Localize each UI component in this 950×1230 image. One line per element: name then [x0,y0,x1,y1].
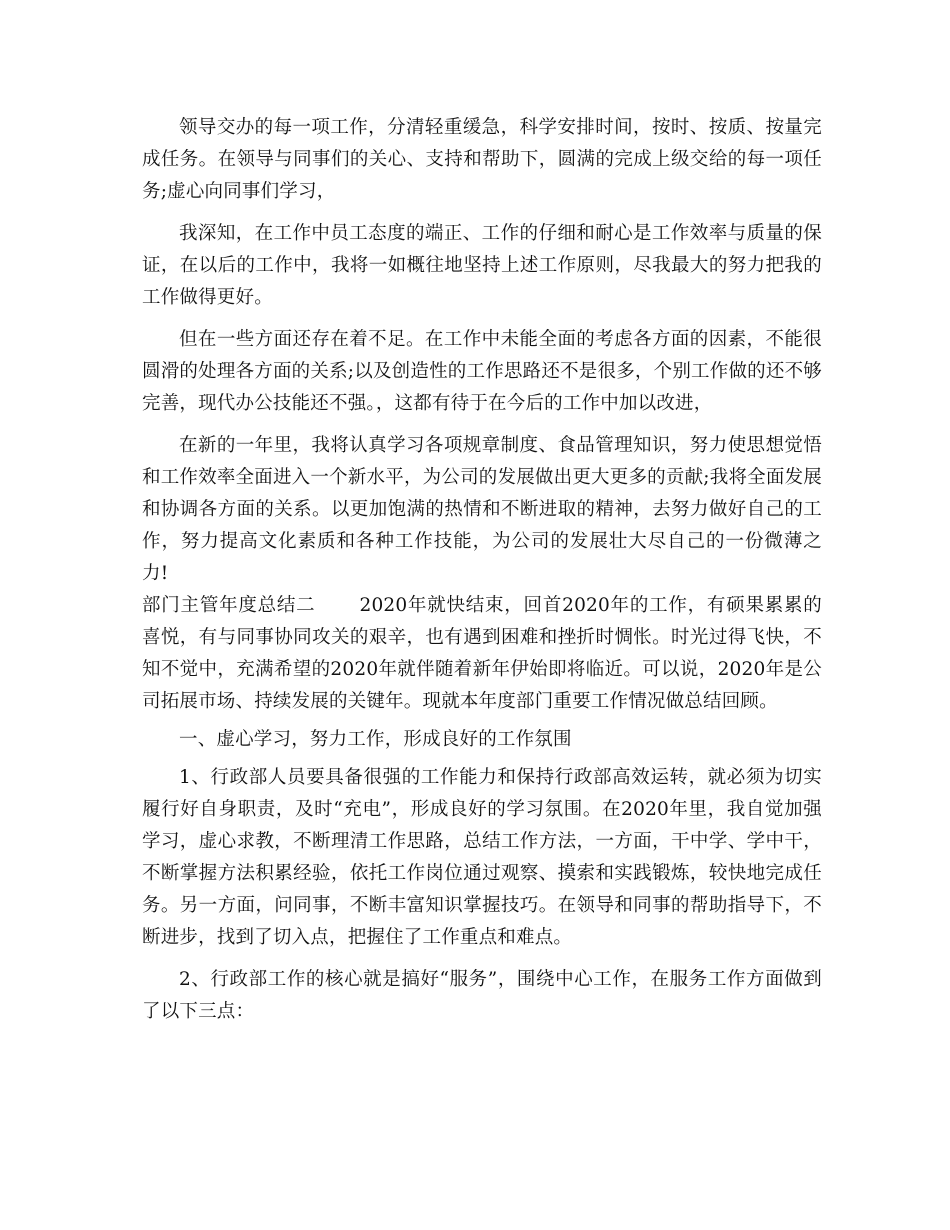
item-2: 2、行政部工作的核心就是搞好“服务”，围绕中心工作，在服务工作方面做到了以下三点： [142,969,822,1022]
section-title: 部门主管年度总结二 [142,595,316,616]
paragraph-2: 我深知，在工作中员工态度的端正、工作的仔细和耐心是工作效率与质量的保证，在以后的工作中，我将一如概往地坚持上述工作原则，尽我最大的努力把我的工作做得更好。 [142,223,822,308]
item-1: 1、行政部人员要具备很强的工作能力和保持行政部高效运转，就必须为切实履行好自身职责，及时“充电”，形成良好的学习氛围。在2020年里，我自觉加强学习，虚心求教，不断理清工作思路，总结工作方法，一方面，干中学、学中干，不断掌握方法积累经验，依托工作岗位通过观察、摸索和实践锻炼，较快地完成任务。另一方面，问同事，不断丰富知识掌握技巧。在领导和同事的帮助指导下，不断进步，找到了切入点，把握住了工作重点和难点。 [142,767,822,948]
paragraph-1: 领导交办的每一项工作，分清轻重缓急，科学安排时间，按时、按质、按量完成任务。在领导与同事们的关心、支持和帮助下，圆满的完成上级交给的每一项任务;虚心向同事们学习， [142,117,822,202]
document-body [142,112,822,1028]
section-intro-text: 2020年就快结束，回首2020年的工作，有硕果累累的喜悦，有与同事协同攻关的艰辛，也有遇到困难和挫折时惆怅。时光过得飞快，不知不觉中，充满希望的2020年就伴随着新年伊始即将临近。可以说，2020年是公司拓展市场、持续发展的关键年。现就本年度部门重要工作情况做总结回顾。 [142,595,822,712]
heading-1: 一、虚心学习，努力工作，形成良好的工作氛围 [179,729,572,750]
paragraph-4: 在新的一年里，我将认真学习各项规章制度、食品管理知识，努力使思想觉悟和工作效率全面进入一个新水平，为公司的发展做出更大更多的贡献;我将全面发展和协调各方面的关系。以更加饱满的热情和不断进取的精神，去努力做好自己的工作，努力提高文化素质和各种工作技能，为公司的发展壮大尽自己的一份微薄之力! [142,435,822,584]
paragraph-3: 但在一些方面还存在着不足。在工作中未能全面的考虑各方面的因素，不能很圆滑的处理各方面的关系;以及创造性的工作思路还不是很多，个别工作做的还不够完善，现代办公技能还不强。，这都有待于在今后的工作中加以改进， [142,329,822,414]
section-intro-paragraph [142,590,822,718]
